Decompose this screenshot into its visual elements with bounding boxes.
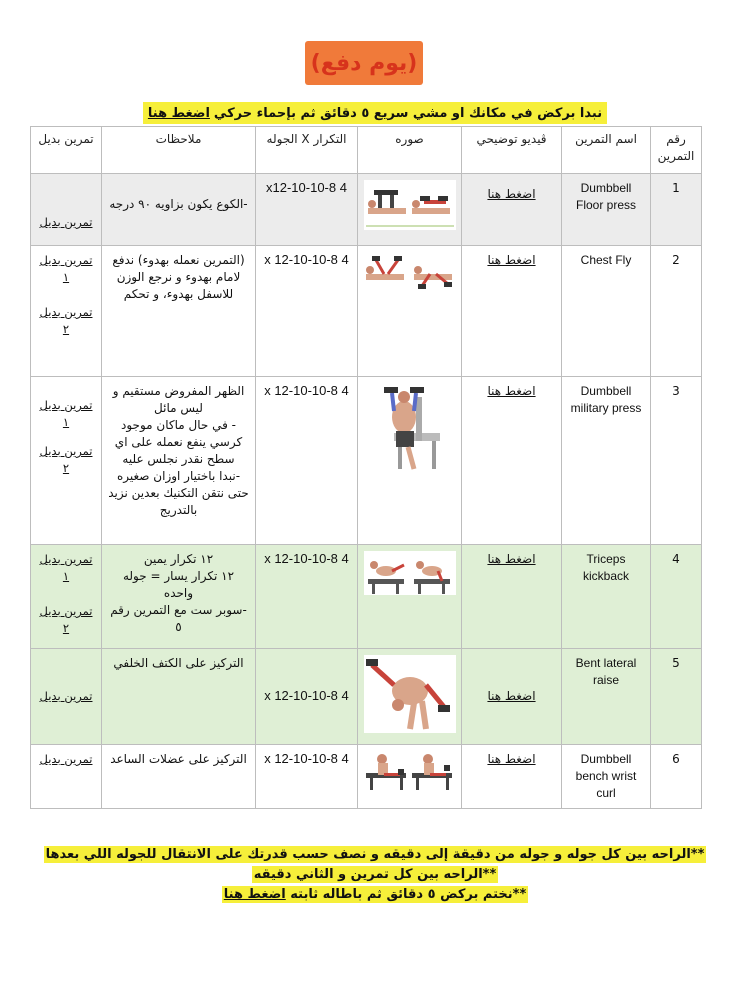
alternative-link[interactable]: تمرين بديل: [39, 689, 93, 703]
reps-cell: [256, 649, 358, 745]
reps-value: 4 x 12-10-10-8: [264, 751, 349, 766]
note-line: -نبدا باختيار اوزان صغيره حتى نتقن التكنيك بعدين نزيد بالتدريج: [108, 469, 249, 517]
note-line: التركيز على عضلات الساعد: [110, 752, 247, 766]
exercise-name: Dumbbell bench wrist curl: [562, 745, 651, 809]
exercise-name: Triceps kickback: [562, 545, 651, 649]
exercise-name: Dumbbell Floor press: [562, 174, 651, 246]
alternative-link[interactable]: تمرين بديل: [39, 215, 93, 229]
exercise-name: Bent lateral raise: [562, 649, 651, 745]
exercise-image: [358, 174, 462, 246]
reps-value: 4 x12-10-10-8: [266, 180, 347, 195]
reps-cell: [256, 246, 358, 377]
exercise-number: 1: [651, 174, 702, 246]
military-press-illustration: [364, 383, 456, 473]
workout-table: [30, 126, 702, 809]
video-link[interactable]: اضغط هنا: [487, 187, 536, 201]
header-image: صوره: [358, 127, 462, 174]
alternative-link[interactable]: تمرين بديل ٢: [39, 604, 93, 635]
alternative-link[interactable]: تمرين بديل ٢: [39, 305, 93, 336]
warmup-intro: [143, 102, 607, 124]
note-line: -الكوع يكون بزاويه ٩٠ درجه: [109, 197, 248, 211]
page-title: (يوم دفع): [305, 41, 423, 85]
rest-note-text: **الراحه بين كل تمرين و الثاني دقيقه: [253, 867, 497, 882]
alternative-link[interactable]: تمرين بديل ١: [39, 552, 93, 583]
header-alternative: تمرين بديل: [31, 127, 102, 174]
rest-note-text: **الراحه بين كل جوله و جوله من دقيقة إلى دقيقه و نصف حسب قدرتك على الانتقال للجوله اللي بعدها: [45, 847, 705, 862]
exercise-name: Chest Fly: [562, 246, 651, 377]
reps-cell: [256, 377, 358, 545]
exercise-number: 6: [651, 745, 702, 809]
table-row: [31, 745, 702, 809]
reps-cell: [256, 545, 358, 649]
chest-fly-illustration: [364, 252, 456, 292]
video-link[interactable]: اضغط هنا: [487, 552, 536, 566]
table-row: [31, 377, 702, 545]
note-line: ١٢ تكرار يسار = جوله واحده: [122, 569, 235, 600]
bent-lateral-illustration: [364, 655, 456, 733]
rest-note-1: [0, 847, 750, 862]
reps-value: 4 x 12-10-10-8: [264, 383, 349, 398]
video-link[interactable]: اضغط هنا: [487, 689, 536, 703]
note-line: ١٢ تكرار يمين: [143, 552, 214, 566]
exercise-number: 2: [651, 246, 702, 377]
alternative-link[interactable]: تمرين بديل ١: [39, 398, 93, 429]
table-row: [31, 649, 702, 745]
notes-cell: [102, 174, 256, 246]
notes-cell: [102, 745, 256, 809]
header-number: رقم التمرين: [651, 127, 702, 174]
reps-cell: [256, 174, 358, 246]
alternatives-cell: [31, 545, 102, 649]
header-name: اسم التمرين: [562, 127, 651, 174]
reps-value: 4 x 12-10-10-8: [264, 252, 349, 267]
alternative-link[interactable]: تمرين بديل: [39, 752, 93, 766]
reps-cell: [256, 745, 358, 809]
note-line: التركيز على الكتف الخلفي: [113, 656, 244, 670]
cooldown-note: [0, 887, 750, 902]
table-header-row: [31, 127, 702, 174]
video-link[interactable]: اضغط هنا: [487, 253, 536, 267]
wrist-curl-illustration: [364, 751, 456, 791]
reps-value: 4 x 12-10-10-8: [264, 688, 349, 703]
exercise-image: [358, 246, 462, 377]
note-line: (التمرين نعمله بهدوء) ندفع لامام بهدوء و نرجع الوزن للاسفل بهدوء، و تحكم: [112, 253, 245, 301]
kickback-illustration: [364, 551, 456, 595]
exercise-number: 4: [651, 545, 702, 649]
header-notes: ملاحظات: [102, 127, 256, 174]
floor-press-illustration: [364, 180, 456, 230]
video-link[interactable]: اضغط هنا: [487, 752, 536, 766]
notes-cell: [102, 545, 256, 649]
exercise-name: Dumbbell military press: [562, 377, 651, 545]
exercise-number: 5: [651, 649, 702, 745]
cooldown-link[interactable]: اضغط هنا: [223, 887, 286, 902]
warmup-text: نبدا بركض في مكانك او مشي سريع ٥ دقائق ثم بإحماء حركي: [213, 105, 603, 121]
header-reps: التكرار X الجوله: [256, 127, 358, 174]
rest-note-2: [0, 867, 750, 882]
reps-value: 4 x 12-10-10-8: [264, 551, 349, 566]
notes-cell: [102, 246, 256, 377]
alternative-link[interactable]: تمرين بديل ١: [39, 253, 93, 284]
notes-cell: [102, 649, 256, 745]
exercise-image: [358, 649, 462, 745]
exercise-number: 3: [651, 377, 702, 545]
note-line: الظهر المفروض مستقيم و ليس مائل: [112, 384, 245, 415]
cooldown-text: **نختم بركض ٥ دقائق ثم باطاله ثابته: [290, 887, 527, 902]
exercise-image: [358, 377, 462, 545]
alternatives-cell: [31, 174, 102, 246]
video-link[interactable]: اضغط هنا: [487, 384, 536, 398]
exercise-image: [358, 745, 462, 809]
alternatives-cell: [31, 649, 102, 745]
alternatives-cell: [31, 246, 102, 377]
table-row: [31, 174, 702, 246]
table-row: [31, 545, 702, 649]
warmup-link[interactable]: اضغط هنا: [147, 105, 210, 121]
alternatives-cell: [31, 377, 102, 545]
notes-cell: [102, 377, 256, 545]
table-row: [31, 246, 702, 377]
note-line: - في حال ماكان موجود كرسي ينفع نعمله على اي سطح نقدر نجلس عليه: [114, 418, 243, 466]
exercise-image: [358, 545, 462, 649]
alternatives-cell: [31, 745, 102, 809]
note-line: -سوبر ست مع التمرين رقم ٥: [110, 603, 247, 634]
alternative-link[interactable]: تمرين بديل ٢: [39, 444, 93, 475]
header-video: ڤيديو توضيحي: [462, 127, 562, 174]
